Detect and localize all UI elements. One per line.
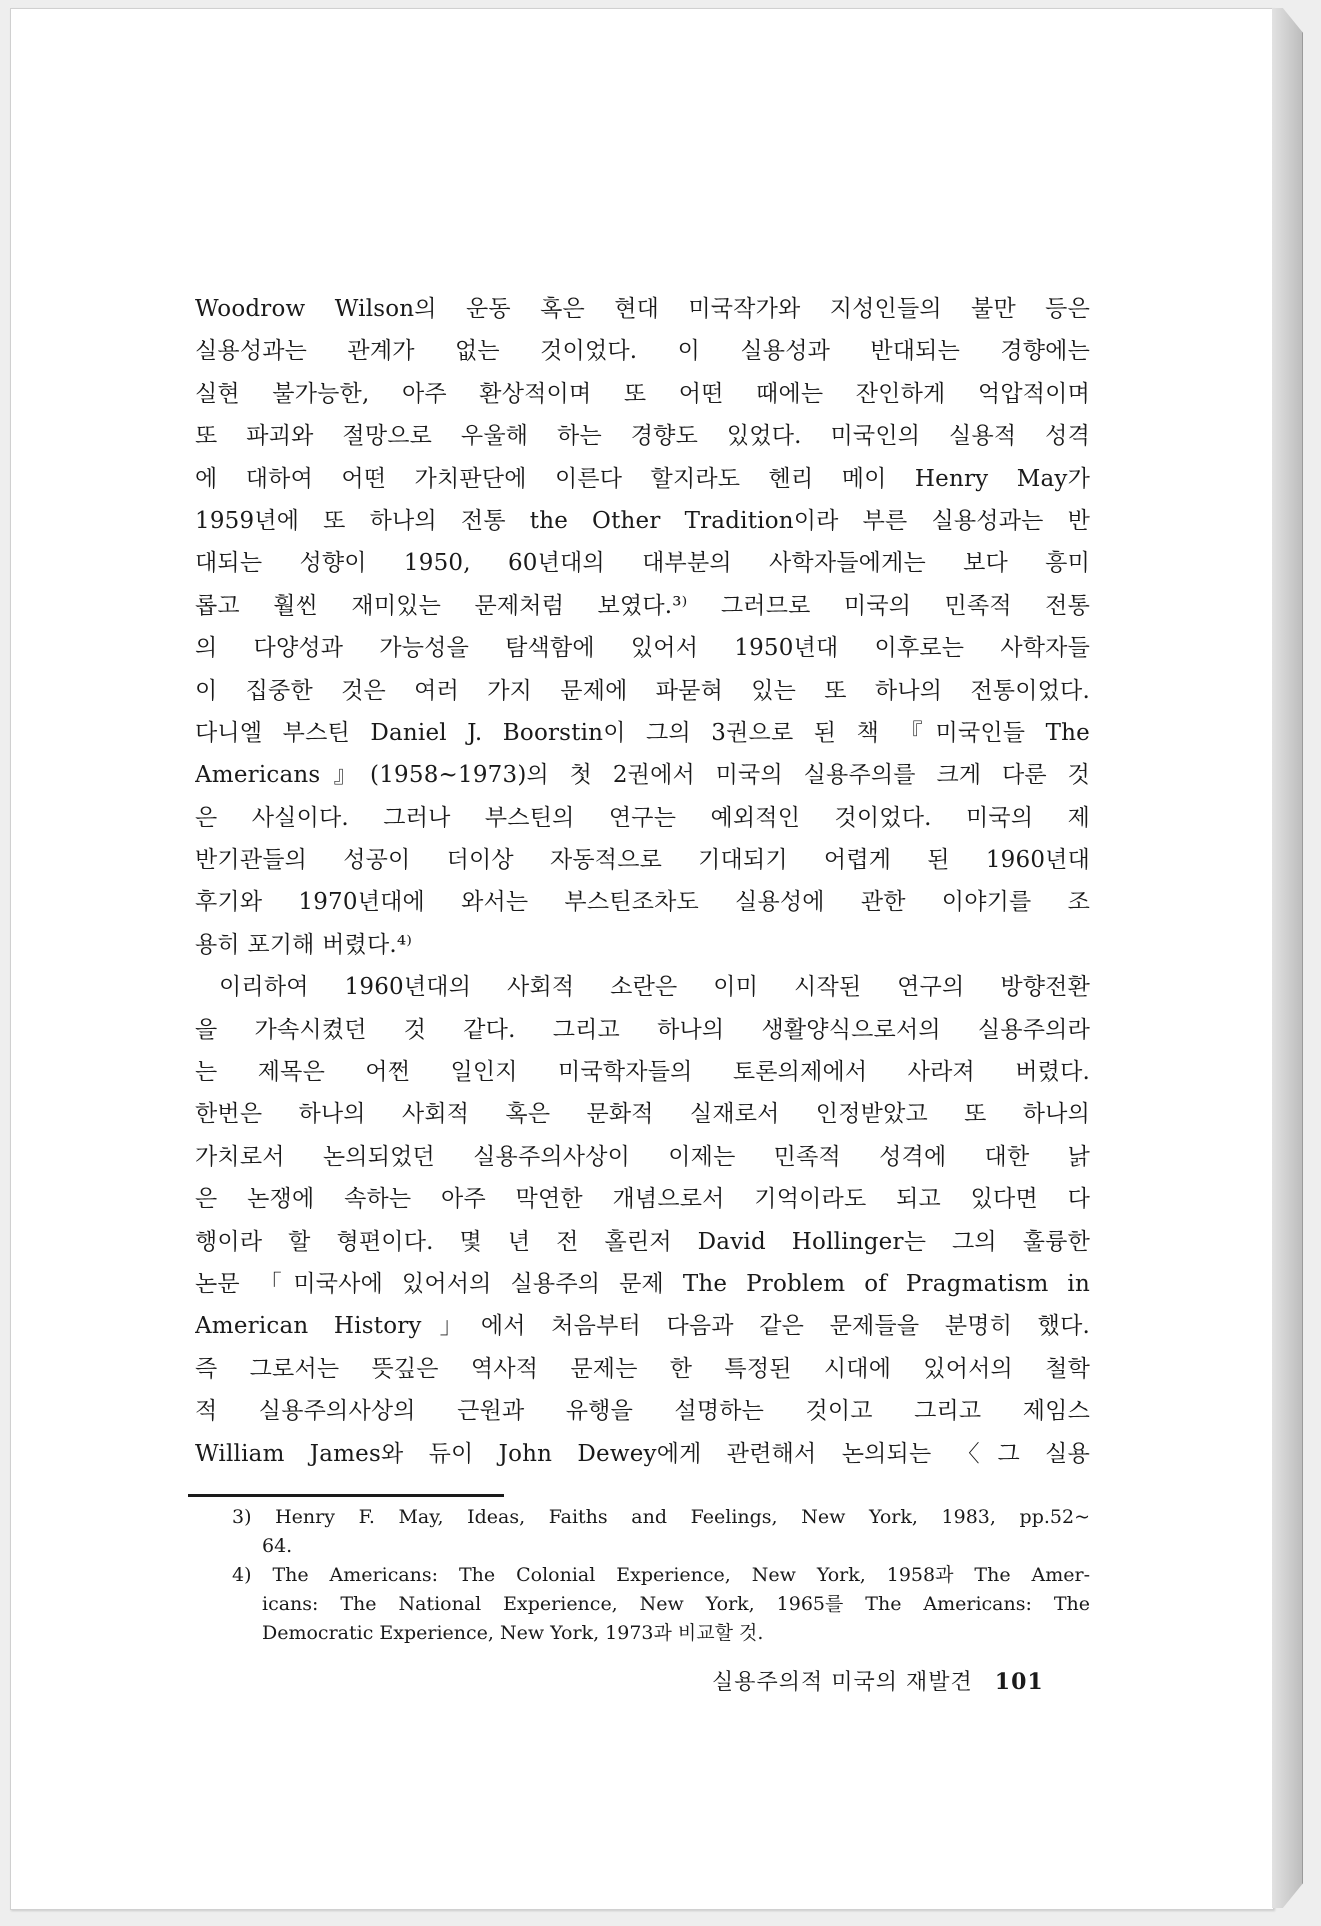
footnotes (232, 1503, 1090, 1648)
page-edge (1272, 8, 1303, 1908)
text-line: 실현 불가능한, 아주 환상적이며 또 어떤 때에는 잔인하게 억압적이며 (195, 380, 1090, 407)
text-line: 다니엘 부스틴 Daniel J. Boorstin이 그의 3권으로 된 책 『미국인들 The (195, 719, 1090, 746)
page-number: 101 (994, 1669, 1044, 1695)
text-line: 는 제목은 어쩐 일인지 미국학자들의 토론의제에서 사라져 버렸다. (195, 1059, 1090, 1086)
footnote-line: Democratic Experience, New York, 1973과 비교할 것. (262, 1622, 764, 1644)
text-line: William James와 듀이 John Dewey에게 관련해서 논의되는 〈그 실용 (195, 1440, 1090, 1467)
text-line: 후기와 1970년대에 와서는 부스틴조차도 실용성에 관한 이야기를 조 (195, 889, 1090, 916)
text-line: Woodrow Wilson의 운동 혹은 현대 미국작가와 지성인들의 불만 등은 (195, 296, 1090, 322)
footnote-line: icans: The National Experience, New York, 1965를 The Americans: The (262, 1593, 1090, 1615)
text-line: 에 대하여 어떤 가치판단에 이른다 할지라도 헨리 메이 Henry May가 (195, 465, 1090, 492)
text-line: 용히 포기해 버렸다.⁴⁾ (195, 931, 413, 958)
text-line: 행이라 할 형편이다. 몇 년 전 홀린저 David Hollinger는 그의 훌륭한 (195, 1228, 1090, 1255)
text-line: 가치로서 논의되었던 실용주의사상이 이제는 민족적 성격에 대한 낡 (195, 1143, 1090, 1170)
footnote-line: 64. (262, 1535, 293, 1557)
body-text (195, 288, 1090, 1475)
text-line: 대되는 성향이 1950, 60년대의 대부분의 사학자들에게는 보다 흥미 (195, 550, 1090, 577)
text-line: 의 다양성과 가능성을 탐색함에 있어서 1950년대 이후로는 사학자들 (195, 635, 1090, 662)
text-line: 한번은 하나의 사회적 혹은 문화적 실재로서 인정받았고 또 하나의 (195, 1101, 1090, 1128)
text-line: 이리하여 1960년대의 사회적 소란은 이미 시작된 연구의 방향전환 (219, 974, 1090, 1001)
text-line: Americans』(1958~1973)의 첫 2권에서 미국의 실용주의를 크게 다룬 것 (195, 762, 1090, 789)
text-line: 적 실용주의사상의 근원과 유행을 설명하는 것이고 그리고 제임스 (195, 1398, 1090, 1425)
text-line: 실용성과는 관계가 없는 것이었다. 이 실용성과 반대되는 경향에는 (195, 338, 1090, 365)
text-line: 1959년에 또 하나의 전통 the Other Tradition이라 부른 실용성과는 반 (195, 507, 1090, 534)
text-line: American History」에서 처음부터 다음과 같은 문제들을 분명히 했다. (195, 1313, 1090, 1340)
text-line: 롭고 훨씬 재미있는 문제처럼 보였다.³⁾ 그러므로 미국의 민족적 전통 (195, 592, 1090, 619)
running-title: 실용주의적 미국의 재발견 (712, 1670, 973, 1695)
text-line: 은 논쟁에 속하는 아주 막연한 개념으로서 기억이라도 되고 있다면 다 (195, 1186, 1090, 1213)
text-line: 논문 「미국사에 있어서의 실용주의 문제 The Problem of Pragmatism in (195, 1270, 1090, 1297)
footnote-rule (188, 1494, 504, 1497)
text-line: 즉 그로서는 뜻깊은 역사적 문제는 한 특정된 시대에 있어서의 철학 (195, 1355, 1090, 1382)
text-line: 또 파괴와 절망으로 우울해 하는 경향도 있었다. 미국인의 실용적 성격 (195, 423, 1090, 450)
page-footer (712, 1665, 1044, 1696)
text-line: 이 집중한 것은 여러 가지 문제에 파묻혀 있는 또 하나의 전통이었다. (195, 677, 1090, 704)
footnote-line: 4) The Americans: The Colonial Experience, New York, 1958과 The Amer- (232, 1564, 1090, 1586)
text-line: 은 사실이다. 그러나 부스틴의 연구는 예외적인 것이었다. 미국의 제 (195, 804, 1090, 831)
footnote-line: 3) Henry F. May, Ideas, Faiths and Feelings, New York, 1983, pp.52~ (232, 1506, 1090, 1528)
text-line: 반기관들의 성공이 더이상 자동적으로 기대되기 어렵게 된 1960년대 (195, 847, 1090, 874)
text-line: 을 가속시켰던 것 같다. 그리고 하나의 생활양식으로서의 실용주의라 (195, 1016, 1090, 1043)
